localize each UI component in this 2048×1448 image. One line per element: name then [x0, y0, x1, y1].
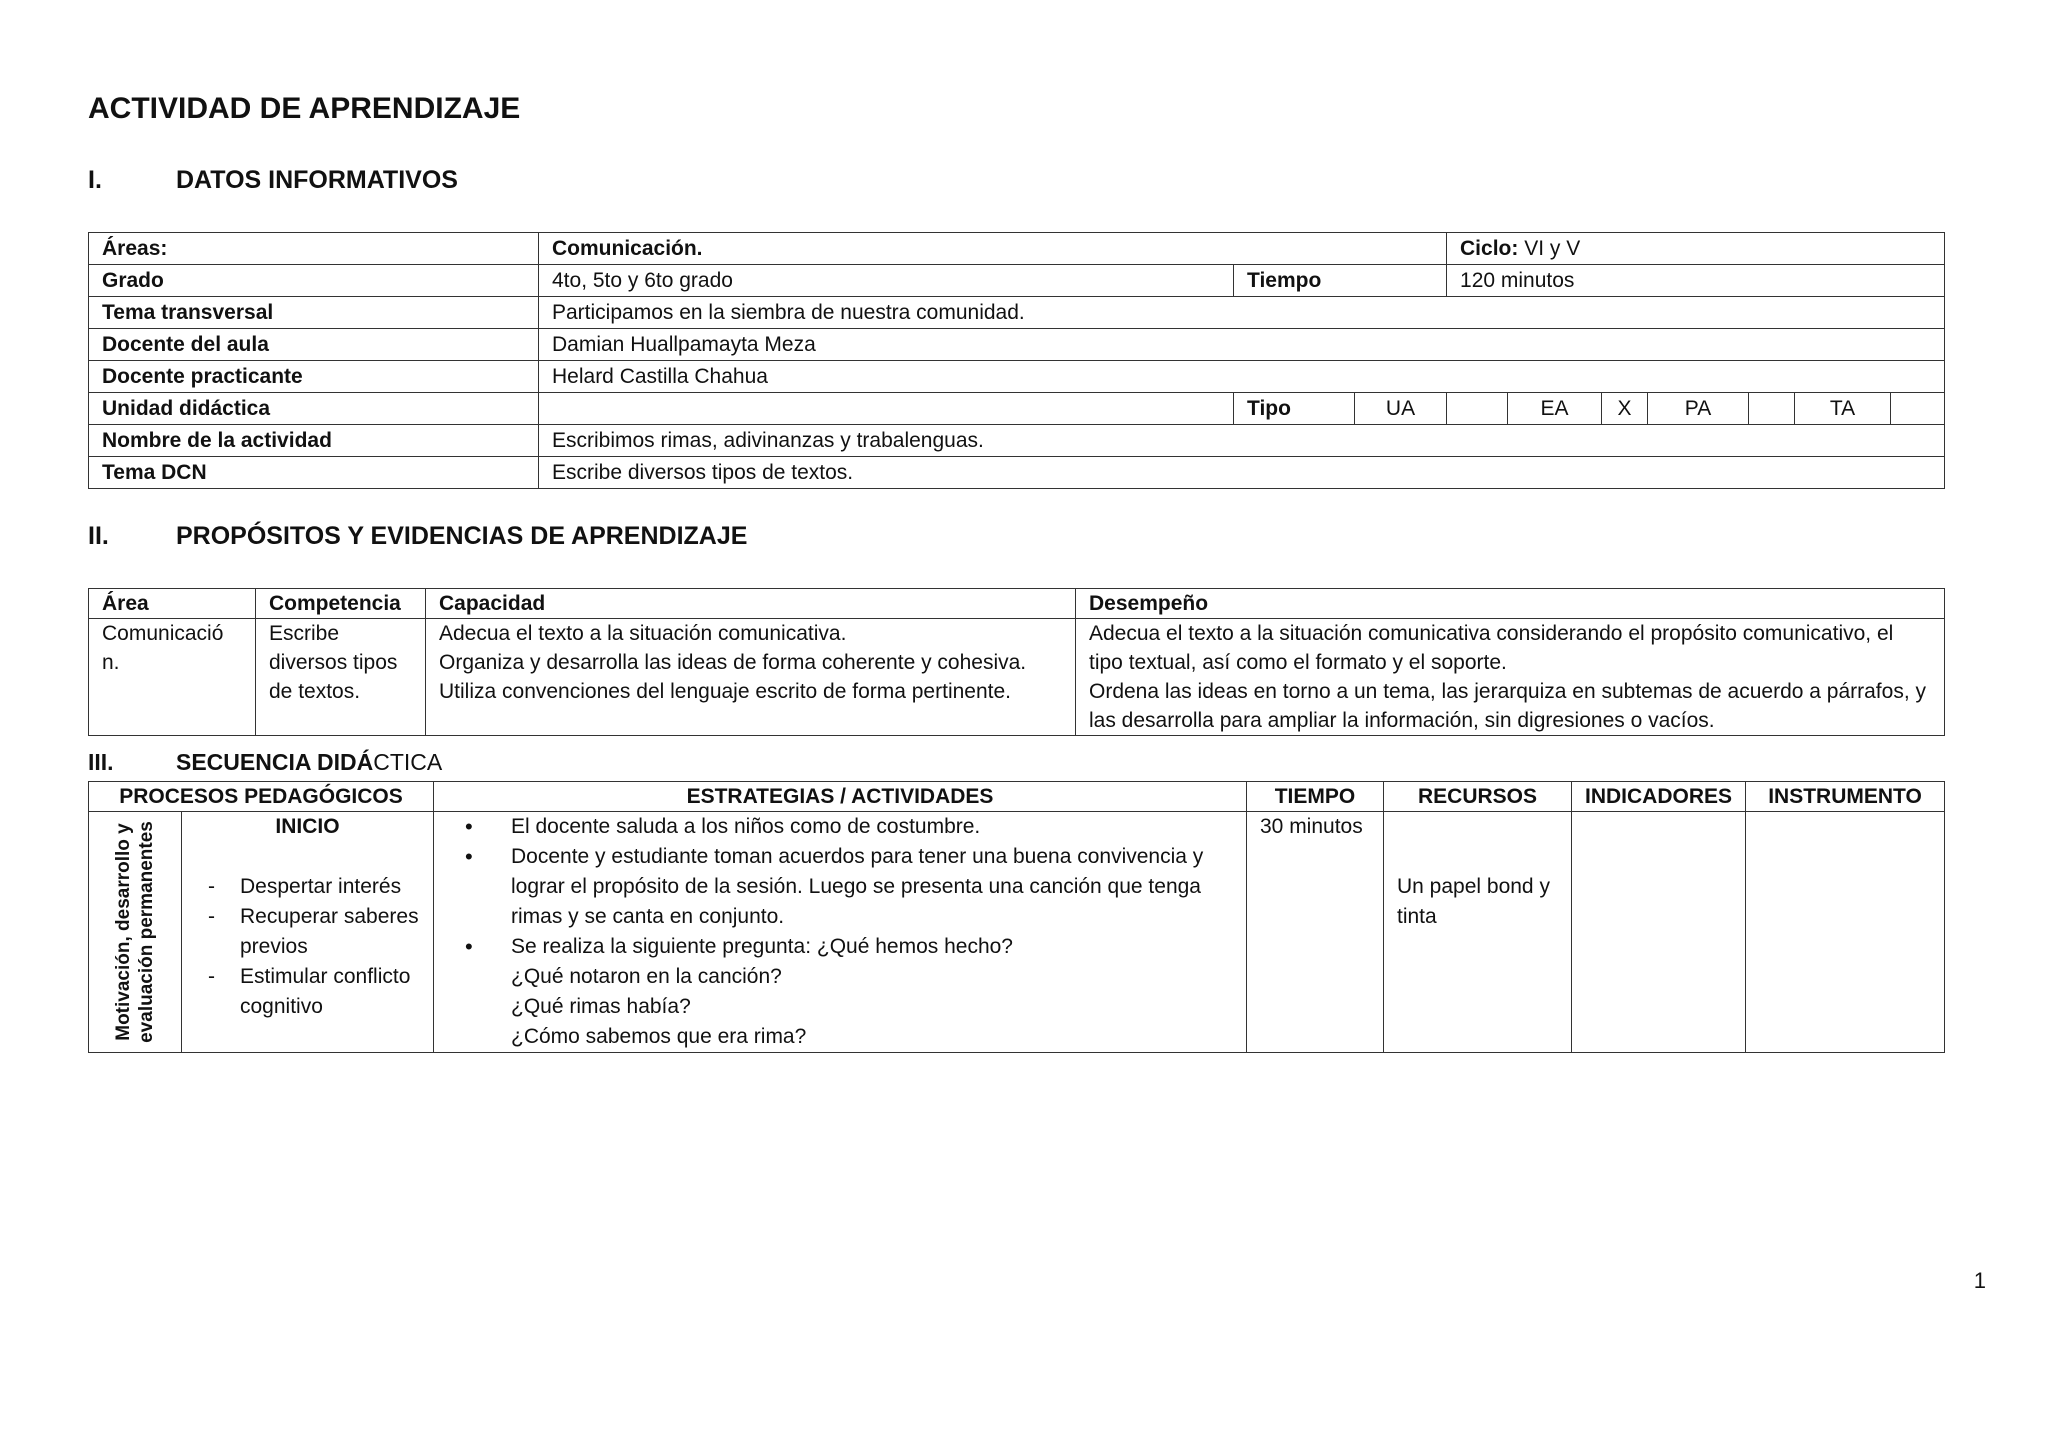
tipo-option-mark: X	[1602, 393, 1648, 425]
page-number: 1	[1973, 1268, 1986, 1293]
capacidad-item: Adecua el texto a la situación comunicativa.	[439, 622, 847, 645]
ciclo-cell	[1447, 233, 1945, 265]
docente-aula-label: Docente del aula	[89, 329, 539, 361]
table-header-row	[89, 782, 1945, 812]
column-header: ESTRATEGIAS / ACTIVIDADES	[434, 782, 1247, 812]
instrumento-cell	[1746, 812, 1945, 1053]
column-header: Desempeño	[1076, 589, 1945, 619]
side-label-cell	[89, 812, 182, 1053]
competencia-cell: Escribe diversos tipos de textos.	[256, 619, 426, 736]
actividad-value: Escribimos rimas, adivinanzas y trabalenguas.	[539, 425, 1945, 457]
bullet-icon: •	[465, 814, 473, 839]
capacidad-item: Utiliza convenciones del lenguaje escrito de forma pertinente.	[439, 680, 1011, 703]
areas-label: Áreas:	[89, 233, 539, 265]
tipo-label: Tipo	[1234, 393, 1355, 425]
list-item: - Estimular conflicto cognitivo	[240, 962, 420, 1022]
list-item	[465, 812, 1233, 842]
tipo-option-mark	[1447, 393, 1508, 425]
tipo-option-mark	[1749, 393, 1795, 425]
section-title-light: CTICA	[373, 749, 443, 775]
column-header: Área	[89, 589, 256, 619]
list-item: - Despertar interés	[240, 872, 420, 902]
list-item	[465, 932, 1233, 1052]
list-item: - Recuperar saberes previos	[240, 902, 420, 962]
tema-transversal-value: Participamos en la siembra de nuestra comunidad.	[539, 297, 1945, 329]
column-header: Capacidad	[426, 589, 1076, 619]
secuencia-table	[88, 781, 1945, 1053]
procesos-list	[195, 872, 420, 1022]
procesos-cell	[182, 812, 434, 1053]
side-label-line: evaluación permanentes	[136, 821, 157, 1043]
docente-aula-value: Damian Huallpamayta Meza	[539, 329, 1945, 361]
desempeno-item: Adecua el texto a la situación comunicativa considerando el propósito comunicativo, el tipo textual, así como el formato y el soporte.	[1089, 622, 1894, 674]
section-title: DATOS INFORMATIVOS	[176, 166, 458, 194]
indicadores-cell	[1572, 812, 1746, 1053]
table-row	[89, 233, 1945, 265]
capacidad-item: Organiza y desarrolla las ideas de forma coherente y cohesiva.	[439, 651, 1027, 674]
tema-dcn-label: Tema DCN	[89, 457, 539, 489]
section-heading-propositos	[88, 522, 747, 551]
docente-practicante-label: Docente practicante	[89, 361, 539, 393]
estrategias-list	[447, 812, 1233, 1052]
table-row	[89, 393, 1945, 425]
grado-label: Grado	[89, 265, 539, 297]
column-header: RECURSOS	[1384, 782, 1572, 812]
tiempo-value: 120 minutos	[1447, 265, 1945, 297]
tipo-option-mark	[1891, 393, 1945, 425]
column-header: Competencia	[256, 589, 426, 619]
areas-value: Comunicación.	[539, 233, 1447, 265]
pregunta-item: ¿Qué rimas había?	[511, 995, 691, 1018]
section-number: I.	[88, 166, 102, 194]
ciclo-label: Ciclo:	[1460, 237, 1519, 260]
column-header: PROCESOS PEDAGÓGICOS	[89, 782, 434, 812]
table-row	[89, 265, 1945, 297]
bullet-icon: •	[465, 844, 473, 869]
side-label-line: Motivación, desarrollo y	[113, 823, 134, 1041]
section-number: III.	[88, 749, 114, 775]
estrategia-text: Docente y estudiante toman acuerdos para tener una buena convivencia y lograr el propósito de la sesión. Luego se presenta una canción que tenga rimas y se canta en conjunto.	[511, 845, 1204, 928]
tipo-option-code: UA	[1355, 393, 1447, 425]
column-header: INSTRUMENTO	[1746, 782, 1945, 812]
list-item	[465, 842, 1233, 932]
column-header: TIEMPO	[1247, 782, 1384, 812]
table-row	[89, 425, 1945, 457]
estrategia-text: El docente saluda a los niños como de costumbre.	[511, 815, 981, 838]
pregunta-item: ¿Qué notaron en la canción?	[511, 965, 782, 988]
desempeno-cell	[1076, 619, 1945, 736]
table-row	[89, 619, 1945, 736]
datos-informativos-table	[88, 232, 1945, 489]
tiempo-cell: 30 minutos	[1247, 812, 1384, 1053]
table-row	[89, 297, 1945, 329]
estrategia-text: Se realiza la siguiente pregunta: ¿Qué hemos hecho?	[511, 935, 1013, 958]
table-header-row	[89, 589, 1945, 619]
section-heading-datos	[88, 166, 458, 195]
section-title	[176, 749, 442, 776]
tiempo-label: Tiempo	[1234, 265, 1447, 297]
table-row	[89, 457, 1945, 489]
capacidad-cell	[426, 619, 1076, 736]
unidad-value	[539, 393, 1234, 425]
estrategias-cell	[434, 812, 1247, 1053]
pregunta-item: ¿Cómo sabemos que era rima?	[511, 1025, 807, 1048]
grado-value: 4to, 5to y 6to grado	[539, 265, 1234, 297]
column-header: INDICADORES	[1572, 782, 1746, 812]
docente-practicante-value: Helard Castilla Chahua	[539, 361, 1945, 393]
section-title-bold: SECUENCIA DIDÁ	[176, 749, 374, 775]
section-title: PROPÓSITOS Y EVIDENCIAS DE APRENDIZAJE	[176, 522, 748, 550]
desempeno-item: Ordena las ideas en torno a un tema, las jerarquiza en subtemas de acuerdo a párrafos, y las desarrolla para ampliar la información, sin digresiones o vacíos.	[1089, 680, 1926, 732]
tipo-option-code: TA	[1795, 393, 1891, 425]
tema-transversal-label: Tema transversal	[89, 297, 539, 329]
section-number: II.	[88, 522, 109, 550]
document-title: ACTIVIDAD DE APRENDIZAJE	[88, 92, 521, 125]
section-heading-secuencia	[88, 749, 442, 776]
tipo-option-code: PA	[1648, 393, 1749, 425]
unidad-label: Unidad didáctica	[89, 393, 539, 425]
tema-dcn-value: Escribe diversos tipos de textos.	[539, 457, 1945, 489]
actividad-label: Nombre de la actividad	[89, 425, 539, 457]
side-label	[112, 821, 158, 1043]
area-cell: Comunicació n.	[89, 619, 256, 736]
recursos-cell: Un papel bond y tinta	[1384, 812, 1572, 1053]
inicio-title: INICIO	[275, 815, 340, 838]
ciclo-value: VI y V	[1518, 237, 1581, 260]
bullet-icon: •	[465, 934, 473, 959]
table-row	[89, 812, 1945, 1053]
table-row	[89, 329, 1945, 361]
table-row	[89, 361, 1945, 393]
propositos-table	[88, 588, 1945, 736]
tipo-option-code: EA	[1508, 393, 1602, 425]
